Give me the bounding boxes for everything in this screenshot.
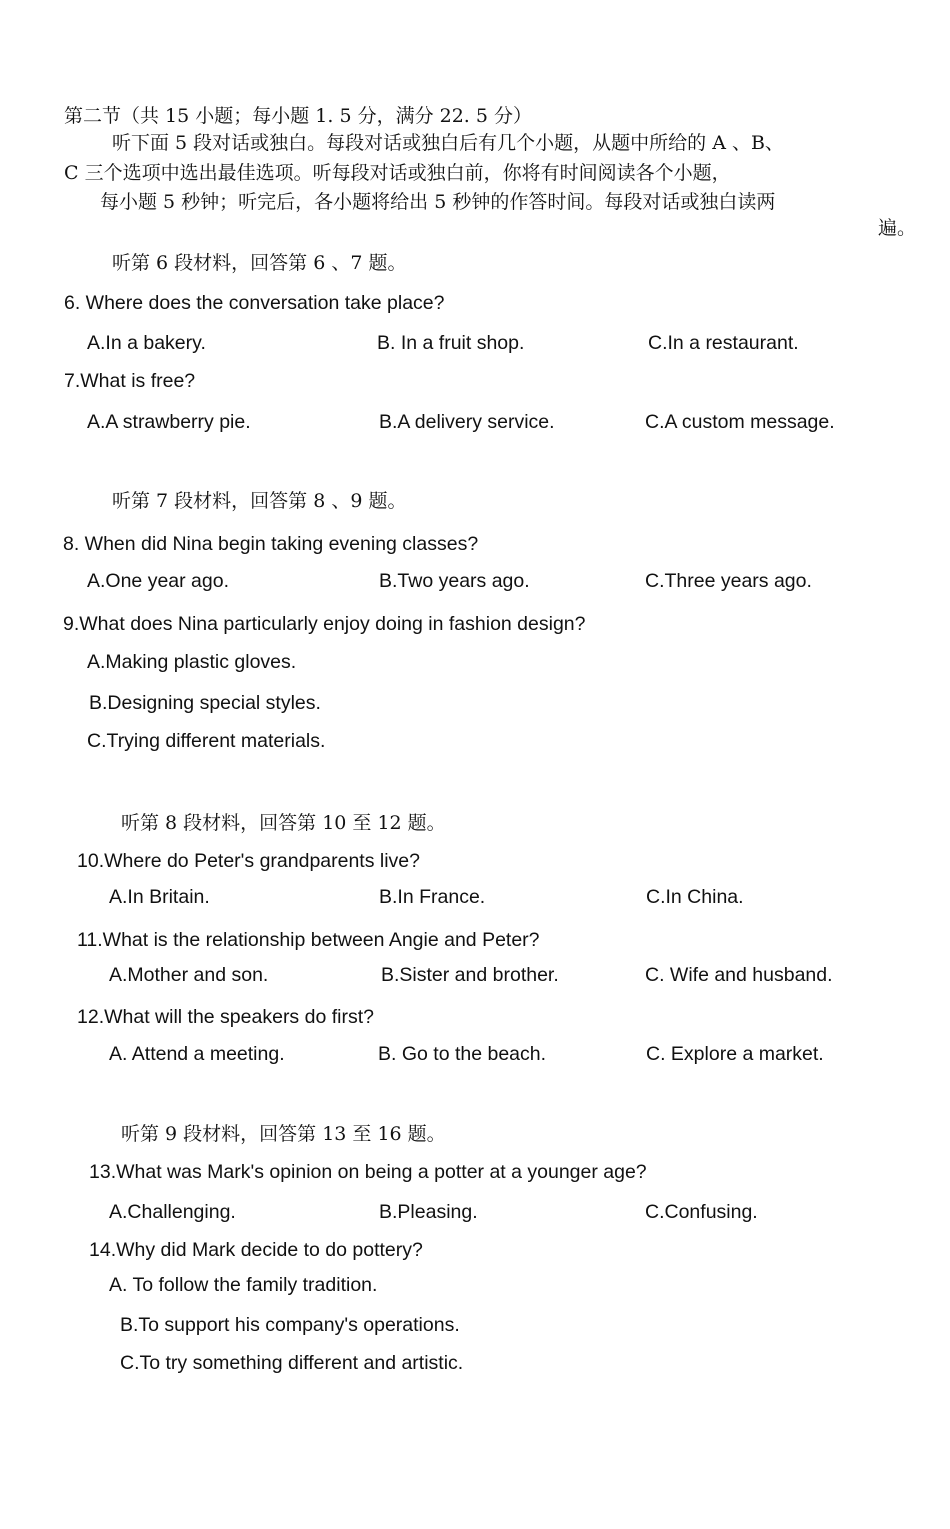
question-6: 6. Where does the conversation take place?	[64, 292, 445, 314]
question-8-option-b[interactable]: B.Two years ago.	[379, 570, 530, 592]
section-intro-line-2: C 三个选项中选出最佳选项。听每段对话或独白前，你将有时间阅读各个小题，	[64, 162, 731, 184]
question-11-option-c[interactable]: C. Wife and husband.	[645, 964, 833, 986]
question-7-option-a[interactable]: A.A strawberry pie.	[87, 411, 251, 433]
question-14-option-a[interactable]: A. To follow the family tradition.	[109, 1274, 378, 1296]
question-13-option-c[interactable]: C.Confusing.	[645, 1201, 758, 1223]
question-11-option-a[interactable]: A.Mother and son.	[109, 964, 269, 986]
question-7-option-c[interactable]: C.A custom message.	[645, 411, 835, 433]
question-13: 13.What was Mark's opinion on being a potter at a younger age?	[89, 1161, 647, 1183]
question-8-option-c[interactable]: C.Three years ago.	[645, 570, 812, 592]
section-intro-line-1: 听下面 5 段对话或独白。每段对话或独白后有几个小题，从题中所给的 A 、B、	[112, 132, 784, 154]
question-10: 10.Where do Peter's grandparents live?	[77, 850, 421, 872]
question-13-option-a[interactable]: A.Challenging.	[109, 1201, 236, 1223]
question-8-option-a[interactable]: A.One year ago.	[87, 570, 230, 592]
question-14-option-c[interactable]: C.To try something different and artistic.	[120, 1352, 464, 1374]
question-9-option-b[interactable]: B.Designing special styles.	[89, 692, 321, 714]
question-11: 11.What is the relationship between Angie and Peter?	[77, 929, 540, 951]
question-9-option-a[interactable]: A.Making plastic gloves.	[87, 651, 297, 673]
section-heading: 第二节（共 15 小题；每小题 1. 5 分，满分 22. 5 分）	[64, 105, 533, 127]
section-intro-line-4: 遍。	[878, 217, 917, 239]
question-6-option-c[interactable]: C.In a restaurant.	[648, 332, 799, 354]
question-14: 14.Why did Mark decide to do pottery?	[89, 1239, 423, 1261]
question-12: 12.What will the speakers do first?	[77, 1006, 374, 1028]
question-11-option-b[interactable]: B.Sister and brother.	[381, 964, 559, 986]
question-7: 7.What is free?	[64, 370, 196, 392]
question-9-option-c[interactable]: C.Trying different materials.	[87, 730, 326, 752]
question-8: 8. When did Nina begin taking evening classes?	[63, 533, 479, 555]
question-9: 9.What does Nina particularly enjoy doing in fashion design?	[63, 613, 586, 635]
group-3-instruction: 听第 8 段材料，回答第 10 至 12 题。	[121, 812, 446, 834]
question-12-option-a[interactable]: A. Attend a meeting.	[109, 1043, 285, 1065]
question-12-option-c[interactable]: C. Explore a market.	[646, 1043, 824, 1065]
question-6-option-b[interactable]: B. In a fruit shop.	[377, 332, 525, 354]
group-1-instruction: 听第 6 段材料，回答第 6 、7 题。	[112, 252, 407, 274]
question-14-option-b[interactable]: B.To support his company's operations.	[120, 1314, 460, 1336]
question-6-option-a[interactable]: A.In a bakery.	[87, 332, 206, 354]
section-intro-line-3: 每小题 5 秒钟；听完后，各小题将给出 5 秒钟的作答时间。每段对话或独白读两	[100, 191, 776, 213]
question-7-option-b[interactable]: B.A delivery service.	[379, 411, 555, 433]
group-2-instruction: 听第 7 段材料，回答第 8 、9 题。	[112, 490, 407, 512]
question-10-option-a[interactable]: A.In Britain.	[109, 886, 210, 908]
question-10-option-c[interactable]: C.In China.	[646, 886, 744, 908]
group-4-instruction: 听第 9 段材料，回答第 13 至 16 题。	[121, 1123, 446, 1145]
question-10-option-b[interactable]: B.In France.	[379, 886, 486, 908]
question-13-option-b[interactable]: B.Pleasing.	[379, 1201, 478, 1223]
question-12-option-b[interactable]: B. Go to the beach.	[378, 1043, 547, 1065]
